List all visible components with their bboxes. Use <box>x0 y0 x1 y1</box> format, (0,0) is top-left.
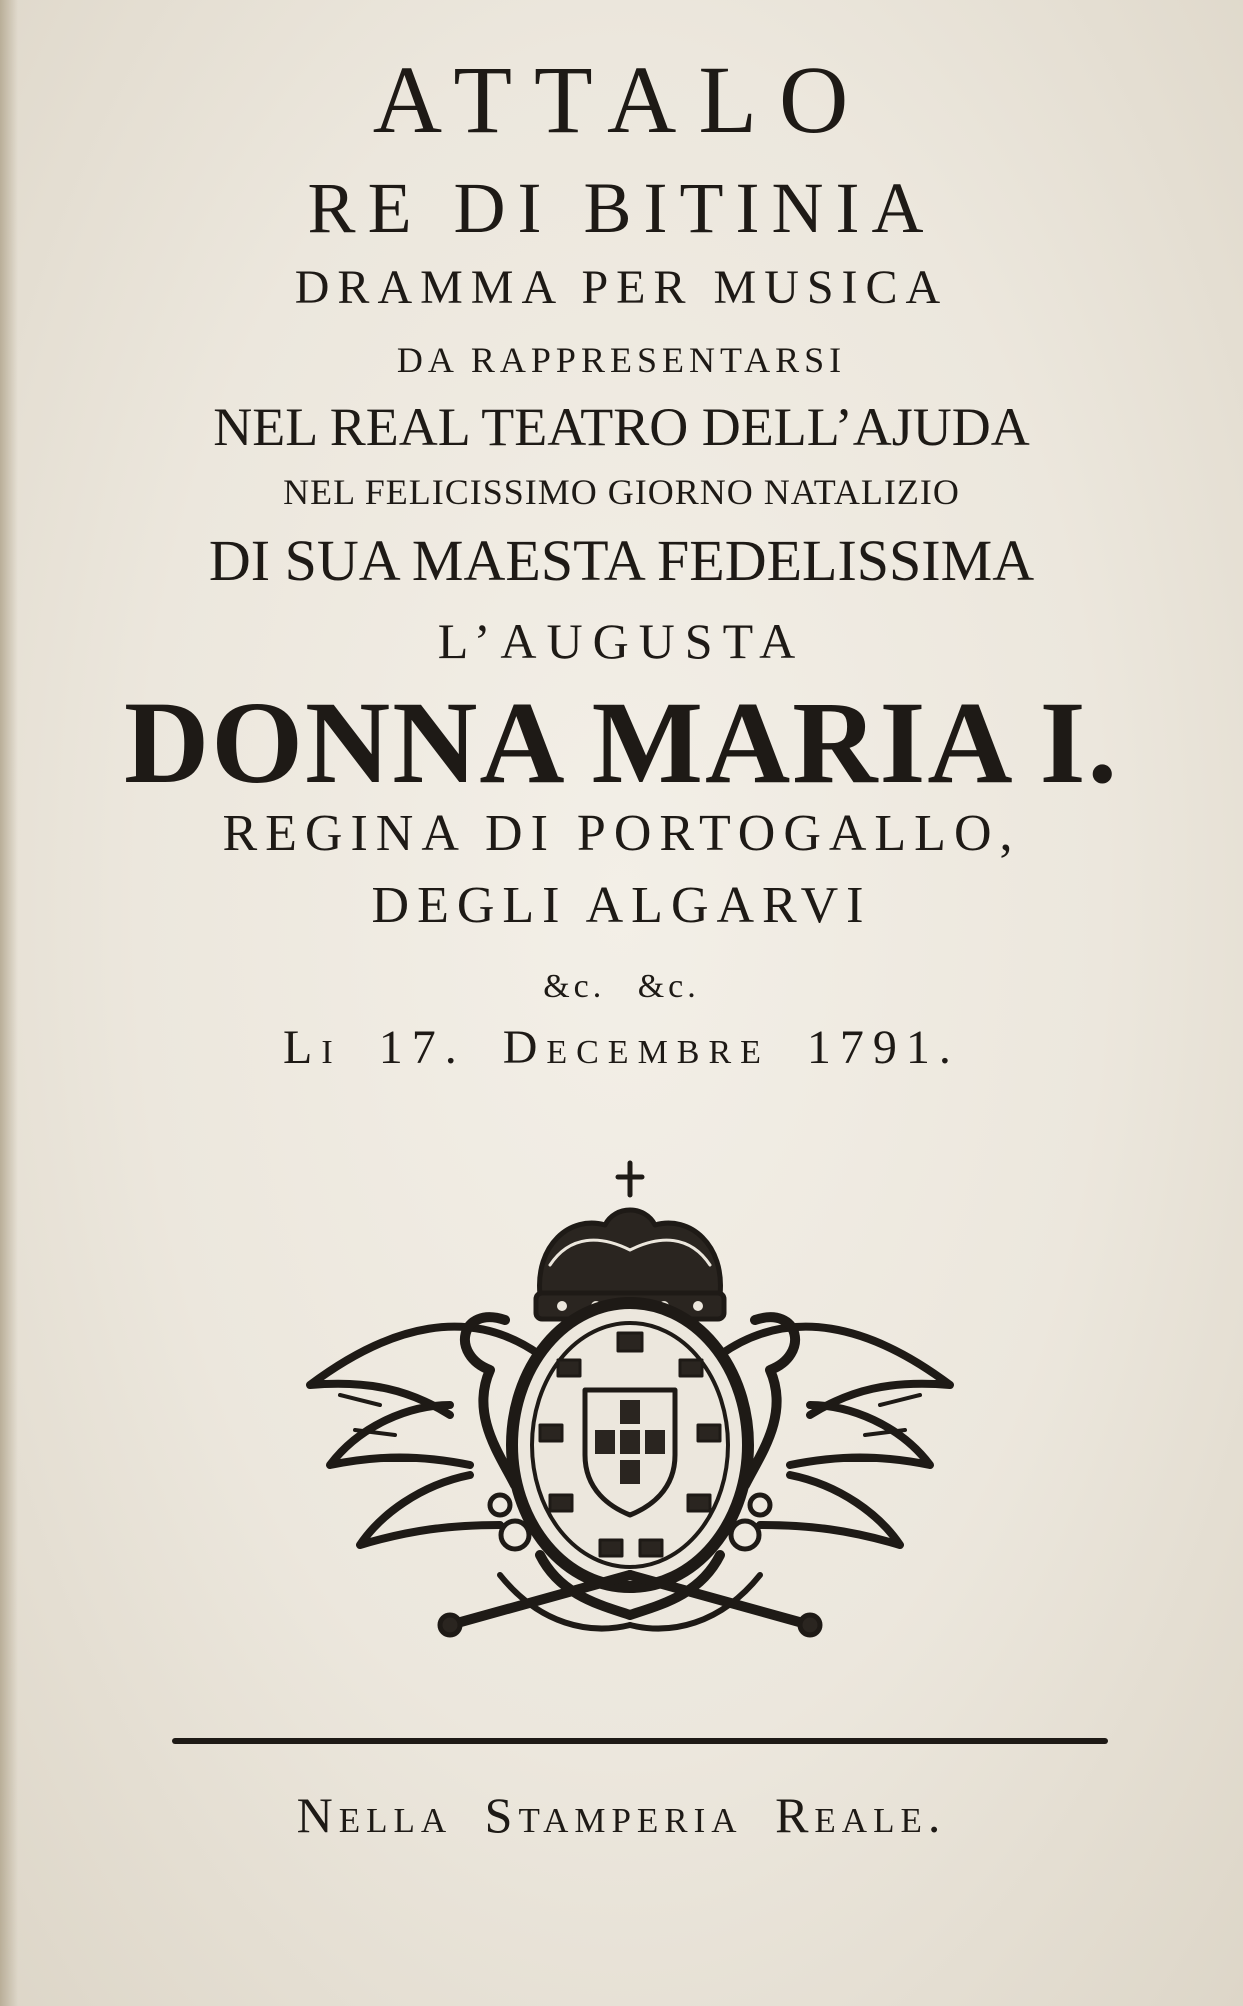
genre-line: DRAMMA PER MUSICA <box>294 261 949 314</box>
etcetera-line: &c. &c. <box>543 968 700 1005</box>
algarvi-line: DEGLI ALGARVI <box>371 877 872 934</box>
horizontal-rule <box>172 1738 1108 1744</box>
occasion-line: NEL FELICISSIMO GIORNO NATALIZIO <box>283 472 960 512</box>
theatre-line: NEL REAL TEATRO DELL’AJUDA <box>213 397 1030 457</box>
printer-imprint: Nella Stamperia Reale. <box>296 1787 947 1843</box>
title-attalo: ATTALO <box>372 46 871 153</box>
queen-name: DONNA MARIA I. <box>124 677 1119 808</box>
royal-coat-of-arms-icon <box>300 1155 960 1655</box>
date-line: Li 17. Decembre 1791. <box>283 1021 960 1074</box>
regina-line: REGINA DI PORTOGALLO, <box>222 805 1021 862</box>
augusta-line: L’AUGUSTA <box>437 613 806 669</box>
subtitle-re-di-bitinia: RE DI BITINIA <box>307 168 936 248</box>
crown-icon <box>536 1163 724 1319</box>
performance-line: DA RAPPRESENTARSI <box>396 340 847 380</box>
majesty-line: DI SUA MAESTA FEDELISSIMA <box>208 528 1035 593</box>
